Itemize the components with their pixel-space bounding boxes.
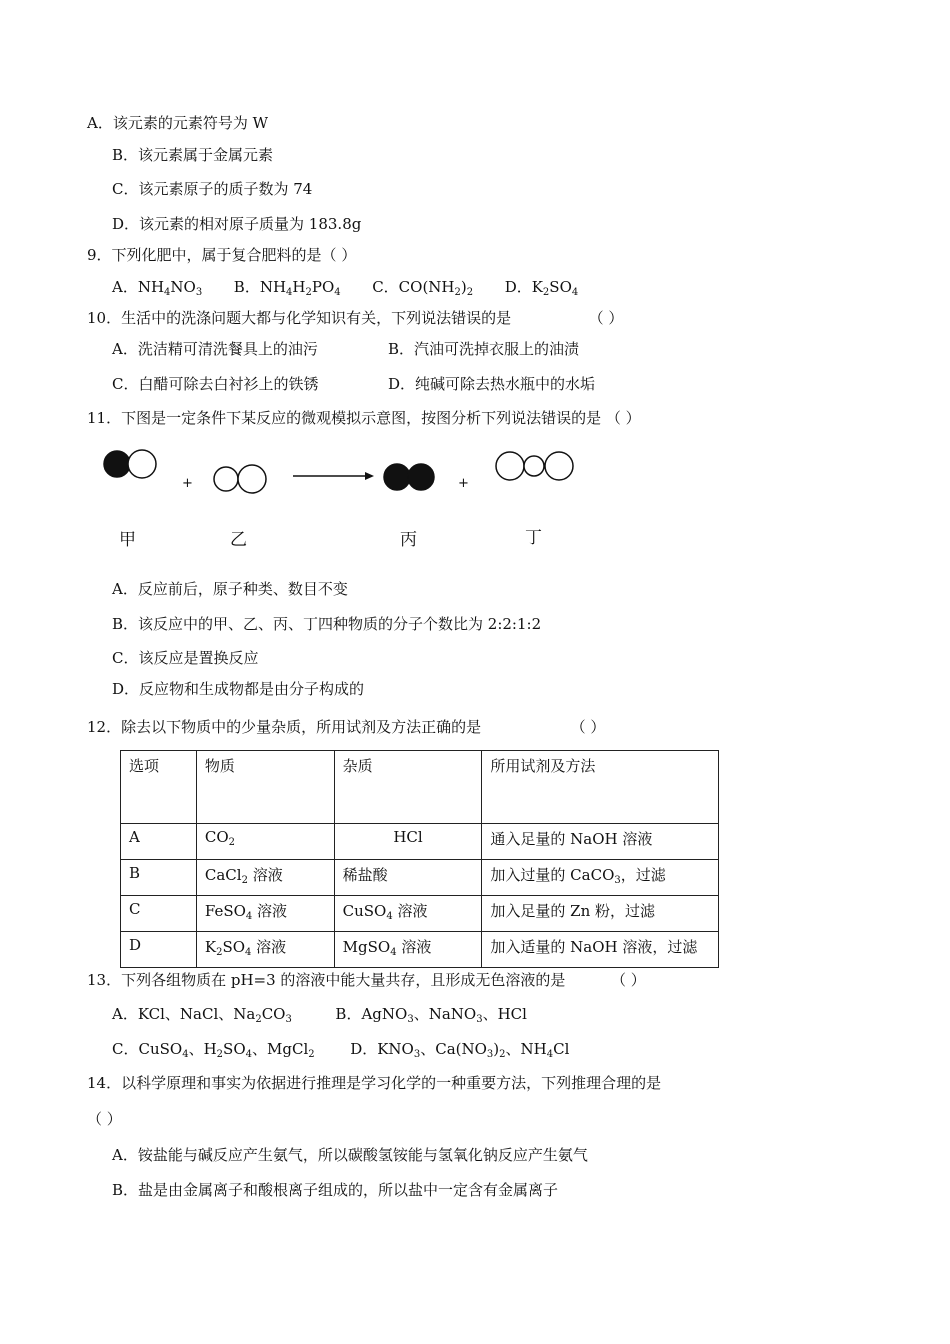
q9-option-b: B．$NH_4H_2PO_4$ — [233, 278, 341, 298]
label-bing: 丙 — [400, 530, 417, 550]
table-header-row — [121, 751, 719, 824]
header-impurity: 杂质 — [334, 751, 482, 824]
q14-stem: 14．以科学原理和事实为依据进行推理是学习化学的一种重要方法，下列推理合理的是 — [87, 1074, 662, 1092]
header-method: 所用试剂及方法 — [482, 751, 719, 824]
q13-stem: 13．下列各组物质在 pH=3 的溶液中能大量共存，且形成无色溶液的是 — [87, 971, 566, 989]
q13-option-b: B．AgNO$_3$、NaNO$_3$、HCl — [335, 1005, 527, 1025]
molecule-bing — [384, 464, 434, 490]
molecule-ding — [496, 452, 573, 480]
q12-stem-row — [87, 717, 605, 737]
cell-substance: FeSO$_4$ 溶液 — [196, 896, 334, 932]
q8-option-d: D．该元素的相对原子质量为 183.8g — [112, 215, 362, 233]
q9-stem: 9．下列化肥中，属于复合肥料的是（ ） — [87, 246, 357, 264]
header-substance: 物质 — [196, 751, 334, 824]
q11-option-c: C．该反应是置换反应 — [112, 649, 259, 667]
cell-method: 通入足量的 NaOH 溶液 — [482, 824, 719, 860]
table-row — [121, 824, 719, 860]
q10-option-a: A．洗洁精可清洗餐具上的油污 — [112, 340, 318, 358]
label-yi: 乙 — [230, 530, 247, 550]
label-jia: 甲 — [119, 530, 136, 550]
q12-paren: （ ） — [570, 718, 606, 736]
q10-stem: 10．生活中的洗涤问题大都与化学知识有关，下列说法错误的是 — [87, 309, 512, 327]
cell-substance: $K_2SO_4$ 溶液 — [196, 932, 334, 968]
cell-impurity: MgSO$_4$ 溶液 — [334, 932, 482, 968]
q10-stem-row — [87, 308, 623, 328]
cell-impurity: HCl — [334, 824, 482, 860]
q8-option-c: C．该元素原子的质子数为 74 — [112, 180, 313, 198]
molecule-jia — [104, 450, 156, 478]
q13-paren: （ ） — [610, 971, 646, 989]
plus-sign-2: + — [458, 476, 469, 491]
cell-option: B — [121, 860, 197, 896]
q8-option-b: B．该元素属于金属元素 — [112, 146, 274, 164]
header-option: 选项 — [121, 751, 197, 824]
cell-method: 加入适量的 NaOH 溶液，过滤 — [482, 932, 719, 968]
q10-paren: （ ） — [588, 309, 624, 327]
label-ding: 丁 — [525, 528, 542, 548]
plus-sign-1: + — [182, 476, 193, 491]
q13-option-a: A．KCl、NaCl、$Na_2CO_3$ — [112, 1005, 292, 1025]
cell-impurity: CuSO$_4$ 溶液 — [334, 896, 482, 932]
cell-option: C — [121, 896, 197, 932]
q9-option-a: A．$NH_4NO_3$ — [112, 278, 203, 298]
q13-options-row1 — [112, 1004, 527, 1024]
q13-options-row2 — [112, 1039, 569, 1059]
q12-stem: 12．除去以下物质中的少量杂质，所用试剂及方法正确的是 — [87, 718, 482, 736]
q13-option-d: D．$KNO_3$、$Ca(NO_3)_2$、$NH_4Cl$ — [350, 1040, 570, 1060]
cell-impurity: 稀盐酸 — [334, 860, 482, 896]
cell-option: D — [121, 932, 197, 968]
q14-option-b: B．盐是由金属离子和酸根离子组成的，所以盐中一定含有金属离子 — [112, 1181, 559, 1199]
q9-option-c: C．$CO(NH_2)_2$ — [372, 278, 474, 298]
q13-stem-row — [87, 970, 646, 990]
reaction-arrow — [293, 472, 374, 480]
reaction-diagram — [95, 440, 595, 550]
q13-option-c: C．CuSO$_4$、$H_2SO_4$、MgCl$_2$ — [112, 1040, 315, 1060]
q11-stem: 11．下图是一定条件下某反应的微观模拟示意图，按图分析下列说法错误的是 （ ） — [87, 409, 641, 427]
table-row — [121, 860, 719, 896]
q8-option-a: A．该元素的元素符号为 W — [87, 114, 269, 132]
q9-options — [112, 277, 578, 297]
cell-substance: $CO_2$ — [196, 824, 334, 860]
q12-table — [120, 750, 719, 968]
cell-option: A — [121, 824, 197, 860]
reaction-diagram-svg — [95, 440, 595, 550]
q10-option-d: D．纯碱可除去热水瓶中的水垢 — [388, 375, 596, 393]
cell-substance: CaCl$_2$ 溶液 — [196, 860, 334, 896]
q11-option-d: D．反应物和生成物都是由分子构成的 — [112, 680, 365, 698]
molecule-yi — [214, 465, 266, 493]
q9-option-d: D．$K_2SO_4$ — [504, 278, 579, 298]
q11-option-a: A．反应前后，原子种类、数目不变 — [112, 580, 348, 598]
cell-method: 加入过量的 CaCO$_3$，过滤 — [482, 860, 719, 896]
q14-paren: （ ） — [87, 1110, 122, 1128]
q11-option-b: B．该反应中的甲、乙、丙、丁四种物质的分子个数比为 2:2:1:2 — [112, 615, 542, 633]
q10-option-b: B．汽油可洗掉衣服上的油渍 — [388, 340, 580, 358]
table-row — [121, 896, 719, 932]
cell-method: 加入足量的 Zn 粉，过滤 — [482, 896, 719, 932]
table-row — [121, 932, 719, 968]
q10-option-c: C．白醋可除去白衬衫上的铁锈 — [112, 375, 319, 393]
q14-option-a: A．铵盐能与碱反应产生氨气，所以碳酸氢铵能与氢氧化钠反应产生氨气 — [112, 1146, 588, 1164]
